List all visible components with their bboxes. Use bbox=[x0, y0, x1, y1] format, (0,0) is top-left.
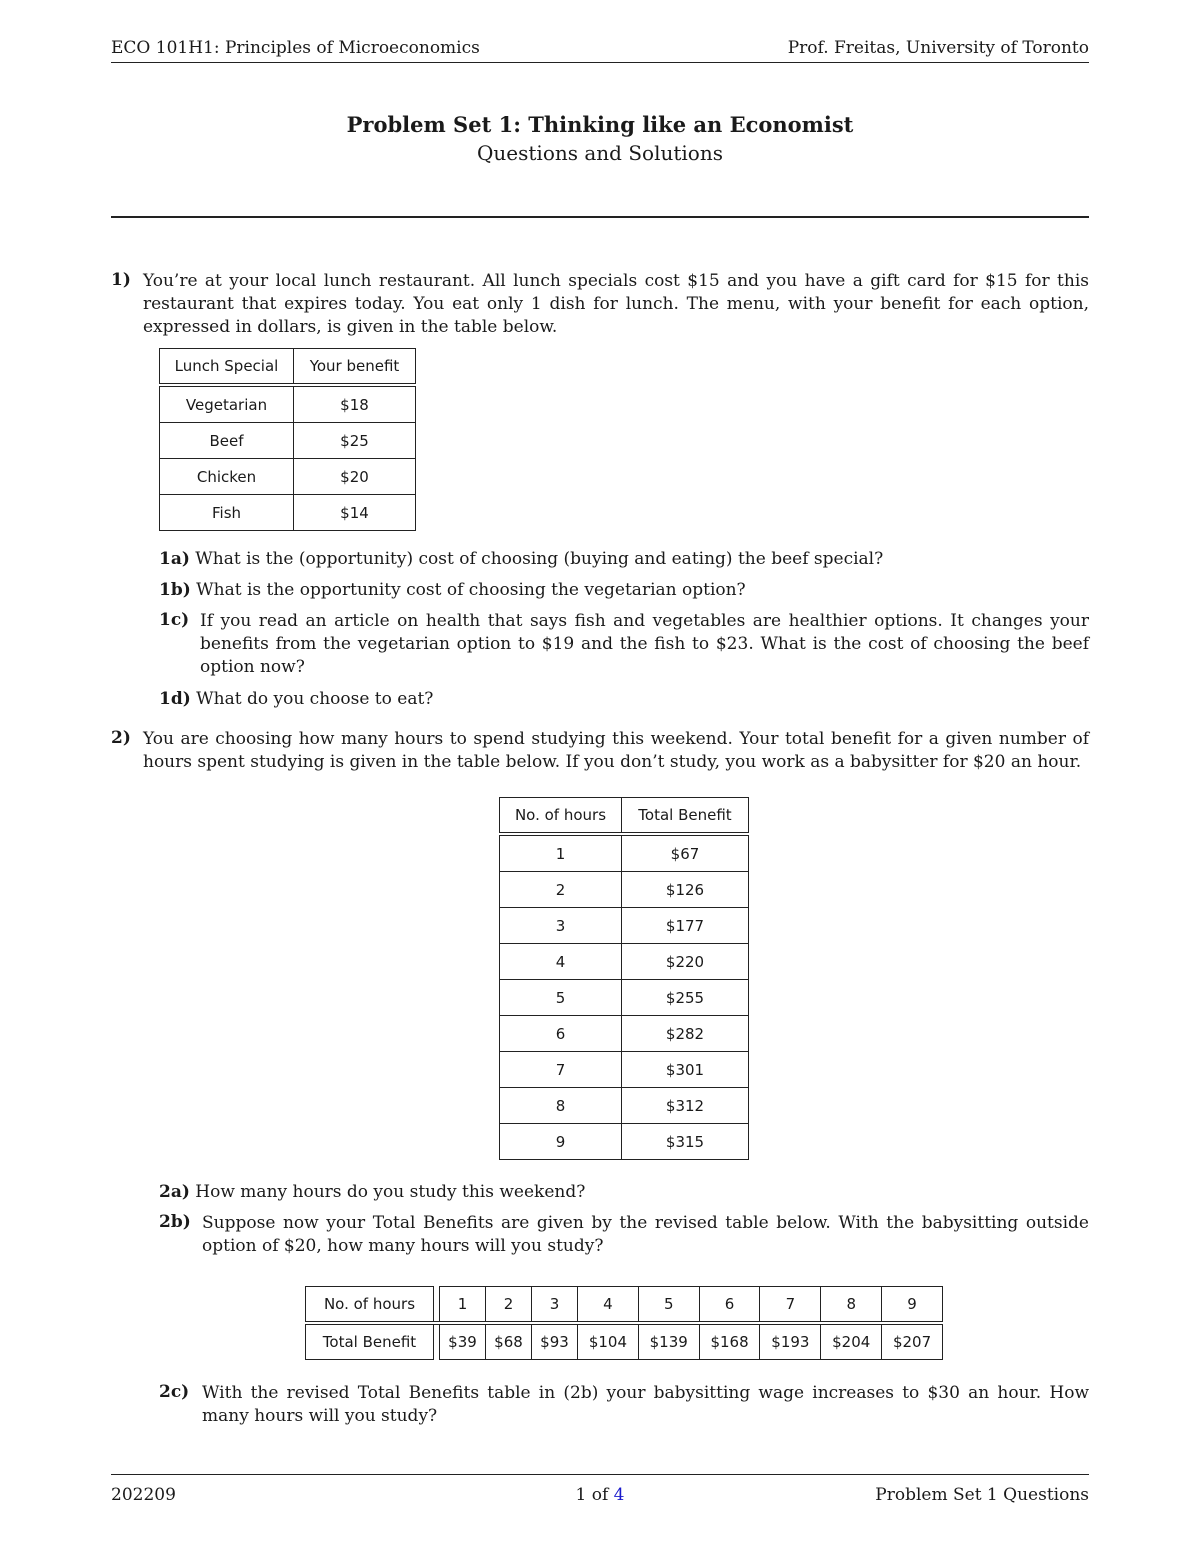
revised-table-cell: $93 bbox=[532, 1325, 578, 1360]
part-1d-label: 1d) bbox=[159, 689, 191, 709]
table-row bbox=[500, 980, 749, 1016]
revised-table-cell: $204 bbox=[821, 1325, 882, 1360]
question-1-body: You’re at your local lunch restaurant. All lunch specials cost $15 and you have a gift card for $15 for this restaurant that expires today. You eat only 1 dish for lunch. The menu, with your benefit for each option, expressed in dollars, is given in the table below. bbox=[143, 271, 1089, 337]
revised-table-cell: $139 bbox=[638, 1325, 699, 1360]
lunch-table-header: Your benefit bbox=[294, 349, 416, 384]
table-row bbox=[500, 1052, 749, 1088]
revised-table-cell: $207 bbox=[882, 1325, 943, 1360]
lunch-table-cell: Beef bbox=[160, 423, 294, 459]
study-table-cell: $315 bbox=[622, 1124, 749, 1160]
part-1b-text: What is the opportunity cost of choosing the vegetarian option? bbox=[196, 580, 746, 600]
table-row bbox=[500, 908, 749, 944]
table-row bbox=[160, 495, 416, 531]
revised-benefit-table bbox=[305, 1286, 943, 1360]
part-1a bbox=[159, 548, 1089, 571]
table-row bbox=[500, 1124, 749, 1160]
study-table-cell: 2 bbox=[500, 872, 622, 908]
revised-table-cell: 7 bbox=[760, 1287, 821, 1322]
revised-table-cell: 3 bbox=[532, 1287, 578, 1322]
revised-table-cell: $39 bbox=[440, 1325, 486, 1360]
revised-table-row-label: No. of hours bbox=[306, 1287, 434, 1322]
header-instructor: Prof. Freitas, University of Toronto bbox=[787, 38, 1089, 58]
lunch-table-header-row bbox=[160, 349, 416, 384]
revised-table-cell: 4 bbox=[578, 1287, 639, 1322]
header-rule bbox=[111, 62, 1089, 63]
question-2-text bbox=[143, 728, 1089, 774]
part-2b-label: 2b) bbox=[159, 1212, 191, 1232]
revised-table-cell: 1 bbox=[440, 1287, 486, 1322]
table-row bbox=[160, 459, 416, 495]
part-1d-text: What do you choose to eat? bbox=[196, 689, 434, 709]
lunch-table-cell: Vegetarian bbox=[160, 387, 294, 423]
revised-table-cell: 9 bbox=[882, 1287, 943, 1322]
revised-table-cell: $104 bbox=[578, 1325, 639, 1360]
question-2-number: 2) bbox=[111, 728, 131, 748]
part-1c-label: 1c) bbox=[159, 610, 190, 630]
part-2a-text: How many hours do you study this weekend? bbox=[195, 1182, 586, 1202]
page-subtitle: Questions and Solutions bbox=[477, 141, 723, 165]
lunch-table-header: Lunch Special bbox=[160, 349, 294, 384]
study-table-cell: 7 bbox=[500, 1052, 622, 1088]
footer-rule bbox=[111, 1474, 1089, 1475]
study-table-cell: 5 bbox=[500, 980, 622, 1016]
footer-date: 202209 bbox=[111, 1485, 176, 1505]
header-course: ECO 101H1: Principles of Microeconomics bbox=[111, 38, 480, 58]
study-table-cell: $67 bbox=[622, 836, 749, 872]
part-1b-label: 1b) bbox=[159, 580, 191, 600]
lunch-table-cell: Fish bbox=[160, 495, 294, 531]
part-1c-text: If you read an article on health that says fish and vegetables are healthier options. It changes your benefits from the vegetarian option to $19 and the fish to $23. What is the cost of choosing the beef option now? bbox=[200, 611, 1089, 677]
study-table-header: Total Benefit bbox=[622, 798, 749, 833]
study-table-cell: 8 bbox=[500, 1088, 622, 1124]
revised-table-cell: $68 bbox=[486, 1325, 532, 1360]
revised-table-cell: 5 bbox=[638, 1287, 699, 1322]
question-2-body: You are choosing how many hours to spend studying this weekend. Your total benefit for a given number of hours spent studying is given in the table below. If you don’t study, you work as a babysitter for $20 an hour. bbox=[143, 729, 1089, 772]
part-2a bbox=[159, 1181, 1089, 1204]
lunch-table-cell: $20 bbox=[294, 459, 416, 495]
study-table-cell: $126 bbox=[622, 872, 749, 908]
study-table-cell: $312 bbox=[622, 1088, 749, 1124]
lunch-table-cell: $18 bbox=[294, 387, 416, 423]
table-row bbox=[160, 423, 416, 459]
part-2c-text: With the revised Total Benefits table in (2b) your babysitting wage increases to $30 an hour. How many hours will you study? bbox=[202, 1383, 1089, 1426]
lunch-table bbox=[159, 348, 416, 531]
part-1b bbox=[159, 579, 1089, 602]
revised-table-cell: 6 bbox=[699, 1287, 760, 1322]
page-total-link[interactable]: 4 bbox=[613, 1485, 625, 1505]
part-2a-label: 2a) bbox=[159, 1182, 190, 1202]
table-row bbox=[306, 1287, 943, 1322]
revised-table-row-label: Total Benefit bbox=[306, 1325, 434, 1360]
table-row bbox=[306, 1325, 943, 1360]
study-table-cell: $177 bbox=[622, 908, 749, 944]
study-table-cell: $301 bbox=[622, 1052, 749, 1088]
table-row bbox=[500, 944, 749, 980]
title-rule bbox=[111, 216, 1089, 218]
study-table-cell: $282 bbox=[622, 1016, 749, 1052]
study-table-cell: $220 bbox=[622, 944, 749, 980]
part-1a-text: What is the (opportunity) cost of choosing (buying and eating) the beef special? bbox=[195, 549, 884, 569]
title-block bbox=[111, 112, 1089, 165]
revised-table-cell: $193 bbox=[760, 1325, 821, 1360]
part-1a-label: 1a) bbox=[159, 549, 190, 569]
lunch-table-cell: Chicken bbox=[160, 459, 294, 495]
footer-set-label: Problem Set 1 Questions bbox=[875, 1485, 1089, 1505]
table-row bbox=[500, 1088, 749, 1124]
part-1d bbox=[159, 688, 1089, 711]
revised-table-cell: $168 bbox=[699, 1325, 760, 1360]
table-row bbox=[500, 872, 749, 908]
part-2b-text: Suppose now your Total Benefits are given by the revised table below. With the babysitting outside option of $20, how many hours will you study? bbox=[202, 1213, 1089, 1256]
study-table-cell: 6 bbox=[500, 1016, 622, 1052]
question-1-text bbox=[143, 270, 1089, 339]
study-table-cell: 4 bbox=[500, 944, 622, 980]
table-row bbox=[500, 836, 749, 872]
revised-table-cell: 2 bbox=[486, 1287, 532, 1322]
page-title: Problem Set 1: Thinking like an Economist bbox=[346, 112, 854, 137]
study-benefit-table bbox=[499, 797, 749, 1160]
page-of: of bbox=[591, 1485, 609, 1505]
lunch-table-cell: $25 bbox=[294, 423, 416, 459]
lunch-table-cell: $14 bbox=[294, 495, 416, 531]
study-table-cell: $255 bbox=[622, 980, 749, 1016]
table-row bbox=[160, 387, 416, 423]
revised-table-cell: 8 bbox=[821, 1287, 882, 1322]
study-table-header-row bbox=[500, 798, 749, 833]
study-table-cell: 9 bbox=[500, 1124, 622, 1160]
part-2c-label: 2c) bbox=[159, 1382, 190, 1402]
table-row bbox=[500, 1016, 749, 1052]
study-table-cell: 3 bbox=[500, 908, 622, 944]
page-current: 1 bbox=[575, 1485, 587, 1505]
question-1-number: 1) bbox=[111, 270, 131, 290]
study-table-header: No. of hours bbox=[500, 798, 622, 833]
study-table-cell: 1 bbox=[500, 836, 622, 872]
